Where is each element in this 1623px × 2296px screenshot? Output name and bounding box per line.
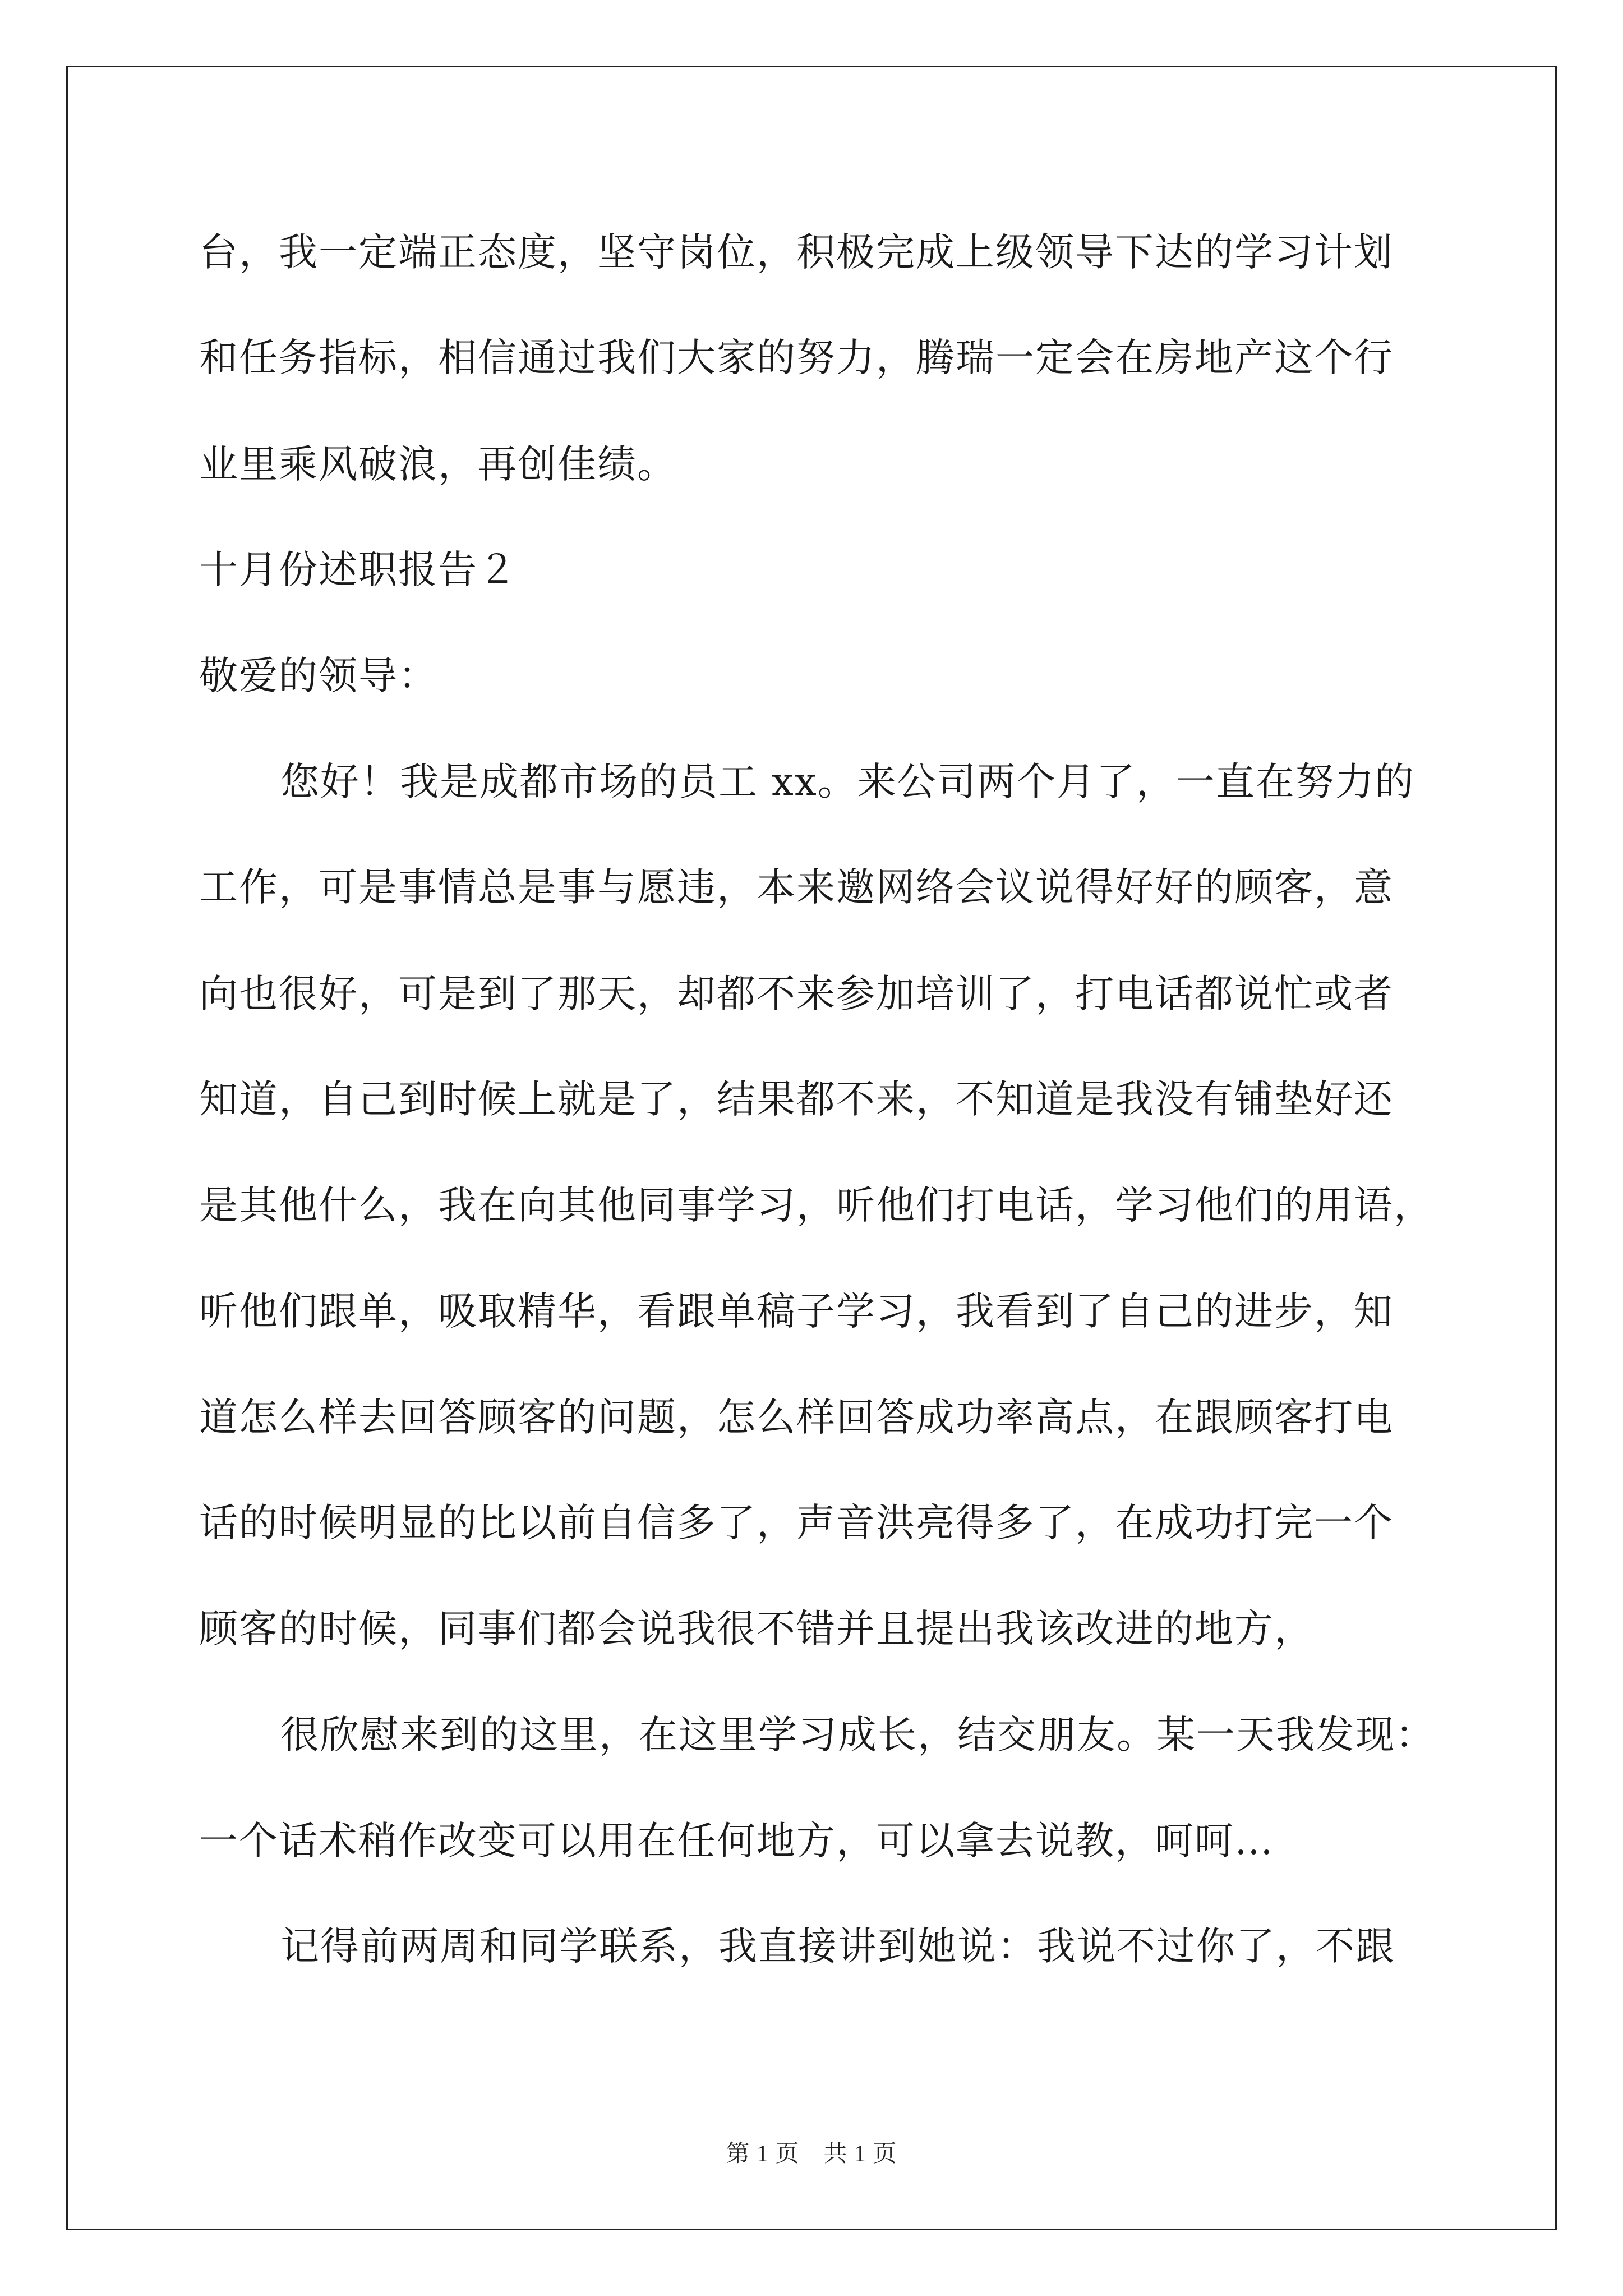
text-line: 听他们跟单，吸取精华，看跟单稿子学习，我看到了自己的进步，知 (199, 1289, 1394, 1334)
text-line: 工作，可是事情总是事与愿违，本来邀网络会议说得好好的顾客，意 (199, 865, 1394, 910)
text-line: 道怎么样去回答顾客的问题，怎么样回答成功率高点，在跟顾客打电 (199, 1395, 1394, 1440)
page-border (66, 66, 1557, 2230)
text-line: 业里乘风破浪，再创佳绩。 (199, 442, 677, 487)
text-line: 顾客的时候，同事们都会说我很不错并且提出我该改进的地方， (199, 1607, 1314, 1651)
text-line: 台，我一定端正态度，坚守岗位，积极完成上级领导下达的学习计划 (199, 230, 1394, 275)
text-line: 和任务指标，相信通过我们大家的努力，腾瑞一定会在房地产这个行 (199, 335, 1394, 380)
page-number: 第 1 页 共 1 页 (726, 2141, 897, 2167)
text-line: 记得前两周和同学联系，我直接讲到她说：我说不过你了，不跟 (280, 1924, 1395, 1969)
salutation: 敬爱的领导： (199, 654, 438, 698)
text-line: 一个话术稍作改变可以用在任何地方，可以拿去说教，呵呵… (199, 1819, 1274, 1864)
text-line: 您好！我是成都市场的员工 xx。来公司两个月了，一直在努力的 (280, 760, 1415, 804)
text-line: 向也很好，可是到了那天，却都不来参加培训了，打电话都说忙或者 (199, 972, 1394, 1016)
section-heading: 十月份述职报告２ (199, 547, 518, 592)
text-line: 是其他什么，我在向其他同事学习，听他们打电话，学习他们的用语， (199, 1183, 1433, 1228)
text-line: 很欣慰来到的这里，在这里学习成长，结交朋友。某一天我发现： (280, 1713, 1435, 1757)
text-line: 话的时候明显的比以前自信多了，声音洪亮得多了，在成功打完一个 (199, 1501, 1394, 1545)
text-line: 知道，自己到时候上就是了，结果都不来，不知道是我没有铺垫好还 (199, 1077, 1394, 1122)
